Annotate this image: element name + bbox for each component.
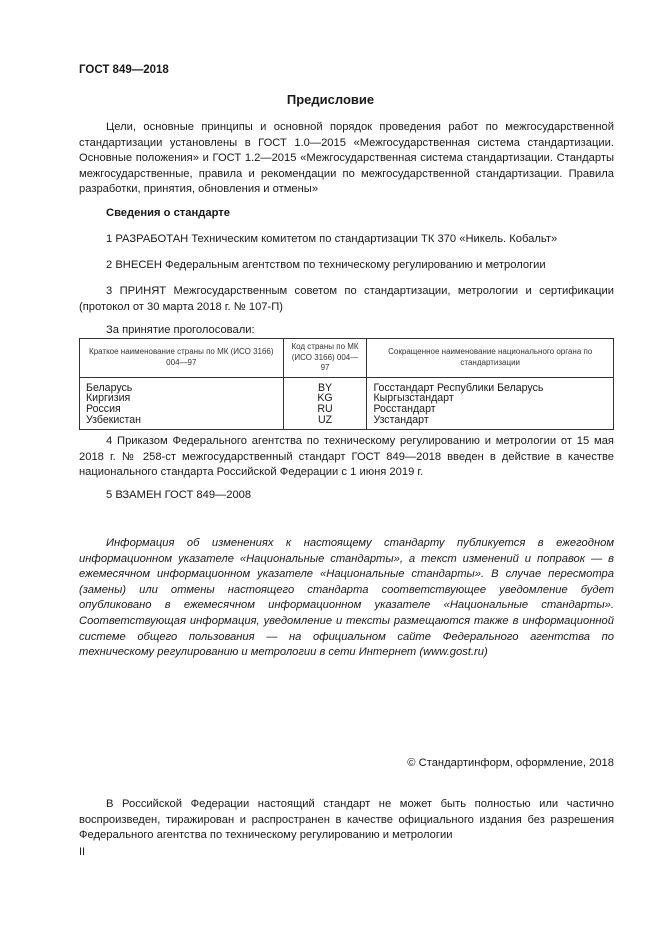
column-header-body: Сокращенное наименование национального органа по стандартизации <box>367 339 614 378</box>
code-cell: KG <box>283 393 367 404</box>
table-row <box>80 404 614 415</box>
country-cell: Узбекистан <box>80 415 284 429</box>
vote-table-header-row <box>80 339 614 378</box>
doc-code-header: ГОСТ 849—2018 <box>79 64 169 76</box>
code-cell: UZ <box>283 415 367 429</box>
intro-paragraph: Цели, основные принципы и основной порядок проведения работ по межгосударственной стандартизации установлены в ГОСТ 1.0—2015 «Межгосударственная система стандартизации. Основные положения» и ГОСТ 1.2—2015 «Межгосударственная система стандартизации. Стандарты межгосударственные, правила и рекомендации по межгосударственной стандартизации. Правила разработки, принятия, обновления и отмены» <box>79 121 614 196</box>
item-5: 5 ВЗАМЕН ГОСТ 849—2008 <box>106 489 252 501</box>
vote-table <box>79 338 614 430</box>
country-cell: Россия <box>80 404 284 415</box>
body-cell: Кыргызстандарт <box>367 393 614 404</box>
column-header-code: Код страны по МК (ИСО 3166) 004—97 <box>283 339 367 378</box>
table-row <box>80 415 614 429</box>
info-notice: Информация об изменениях к настоящему стандарту публикуется в ежегодном информационном указателе «Национальные стандарты», а текст изменений и поправок — в ежемесячном информационном указателе «Национальные стандарты». В случае пересмотра (замены) или отмены настоящего стандарта соответствующее уведомление будет опубликовано в ежемесячном информационном указателе «Национальные стандарты». Соответствующая информация, уведомление и тексты размещаются также в информационной системе общего пользования — на официальном сайте Федерального агентства по техническому регулированию и метрологии в сети Интернет (www.gost.ru) <box>79 537 614 659</box>
table-row <box>80 393 614 404</box>
item-4: 4 Приказом Федерального агентства по техническому регулированию и метрологии от 15 мая 2018 г. № 258-ст межгосударственный стандарт ГОСТ 849—2018 введен в действие в качестве национального стандарта Российской Федерации с 1 июня 2019 г. <box>79 435 614 479</box>
country-cell: Беларусь <box>80 377 284 393</box>
body-cell: Узстандарт <box>367 415 614 429</box>
section-heading: Сведения о стандарте <box>106 207 230 219</box>
body-cell: Росстандарт <box>367 404 614 415</box>
country-cell: Киргизия <box>80 393 284 404</box>
table-row <box>80 377 614 393</box>
column-header-country: Краткое наименование страны по МК (ИСО 3166) 004—97 <box>80 339 284 378</box>
code-cell: RU <box>283 404 367 415</box>
restriction-notice: В Российской Федерации настоящий стандарт не может быть полностью или частично воспроизведен, тиражирован и распространен в качестве официального издания без разрешения Федерального агентства по техническому регулированию и метрологии <box>79 798 614 842</box>
vote-caption: За принятие проголосовали: <box>106 324 255 336</box>
item-2: 2 ВНЕСЕН Федеральным агентством по техническому регулированию и метрологии <box>106 259 546 271</box>
page-number: II <box>79 846 86 858</box>
item-3: 3 ПРИНЯТ Межгосударственным советом по стандартизации, метрологии и сертификации (протокол от 30 марта 2018 г. № 107-П) <box>79 285 614 313</box>
page-title: Предисловие <box>286 92 375 107</box>
body-cell: Госстандарт Республики Беларусь <box>367 377 614 393</box>
copyright-line: © Стандартинформ, оформление, 2018 <box>407 757 614 769</box>
code-cell: BY <box>283 377 367 393</box>
item-1: 1 РАЗРАБОТАН Техническим комитетом по стандартизации ТК 370 «Никель. Кобальт» <box>106 233 558 245</box>
